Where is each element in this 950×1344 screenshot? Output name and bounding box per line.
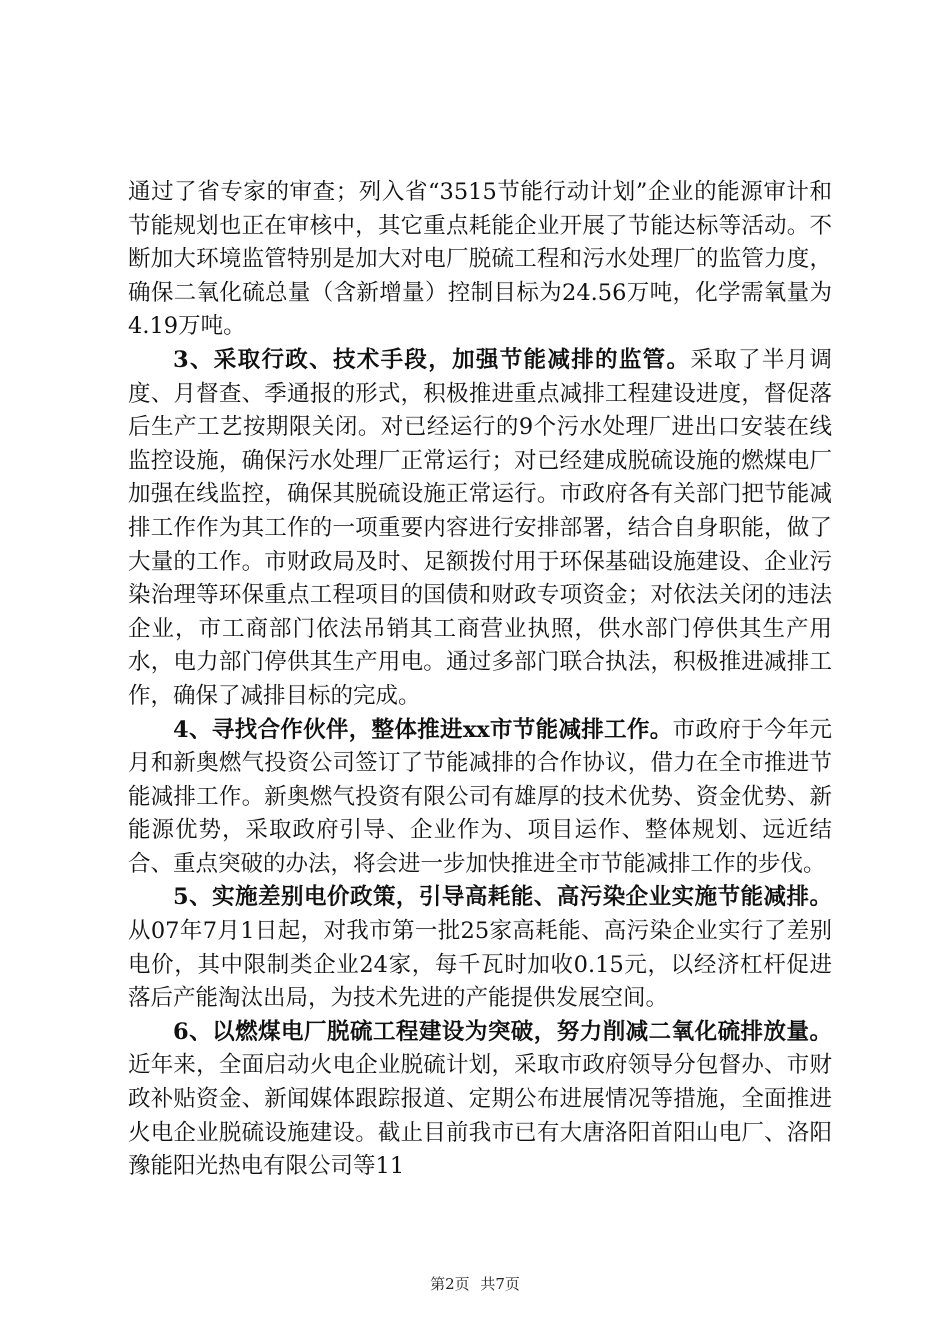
page-number: 第2页 — [430, 1275, 470, 1293]
document-body — [128, 176, 832, 1184]
paragraph-lead: 5、实施差别电价政策，引导高耗能、高污染企业实施节能减排。 — [173, 884, 832, 911]
paragraph-text: 采取了半月调度、月督查、季通报的形式，积极推进重点减排工程建设进度，督促落后生产工艺按期限关闭。对已经运行的9个污水处理厂进出口安装在线监控设施，确保污水处理厂正常运行；对已经建成脱硫设施的燃煤电厂加强在线监控，确保其脱硫设施正常运行。市政府各有关部门把节能减排工作作为其工作的一项重要内容进行安排部署，结合自身职能，做了大量的工作。市财政局及时、足额拨付用于环保基础设施建设、企业污染治理等环保重点工程项目的国债和财政专项资金；对依法关闭的违法企业，市工商部门依法吊销其工商营业执照，供水部门停供其生产用水，电力部门停供其生产用电。通过多部门联合执法，积极推进减排工作，确保了减排目标的完成。 — [128, 346, 832, 709]
paragraph-text: 通过了省专家的审查；列入省“3515节能行动计划”企业的能源审计和节能规划也正在审核中，其它重点耗能企业开展了节能达标等活动。不断加大环境监管特别是加大对电厂脱硫工程和污水处理厂的监管力度，确保二氧化硫总量（含新增量）控制目标为24.56万吨，化学需氧量为4.19万吨。 — [128, 179, 832, 340]
page-total: 共7页 — [480, 1275, 520, 1293]
paragraph-text: 近年来，全面启动火电企业脱硫计划，采取市政府领导分包督办、市财政补贴资金、新闻媒体跟踪报道、定期公布进展情况等措施，全面推进火电企业脱硫设施建设。截止目前我市已有大唐洛阳首阳山电厂、洛阳豫能阳光热电有限公司等11 — [128, 1052, 832, 1180]
paragraph-5 — [128, 881, 832, 1015]
paragraph-lead: 6、以燃煤电厂脱硫工程建设为突破，努力削减二氧化硫排放量。 — [173, 1018, 832, 1045]
paragraph-4 — [128, 714, 832, 882]
paragraph-3 — [128, 344, 832, 714]
paragraph-lead: 3、采取行政、技术手段，加强节能减排的监管。 — [173, 346, 691, 373]
paragraph-continuation — [128, 176, 832, 344]
paragraph-text: 从07年7月1日起，对我市第一批25家高耗能、高污染企业实行了差别电价，其中限制类企业24家，每千瓦时加收0.15元，以经济杠杆促进落后产能淘汰出局，为技术先进的产能提供发展空间。 — [128, 918, 832, 1012]
paragraph-lead: 4、寻找合作伙伴，整体推进xx市节能减排工作。 — [173, 716, 673, 743]
paragraph-text: 市政府于今年元月和新奥燃气投资公司签订了节能减排的合作协议，借力在全市推进节能减排工作。新奥燃气投资有限公司有雄厚的技术优势、资金优势、新能源优势，采取政府引导、企业作为、项目运作、整体规划、远近结合、重点突破的办法，将会进一步加快推进全市节能减排工作的步伐。 — [128, 716, 832, 877]
page-footer — [0, 1273, 950, 1294]
paragraph-6 — [128, 1016, 832, 1184]
